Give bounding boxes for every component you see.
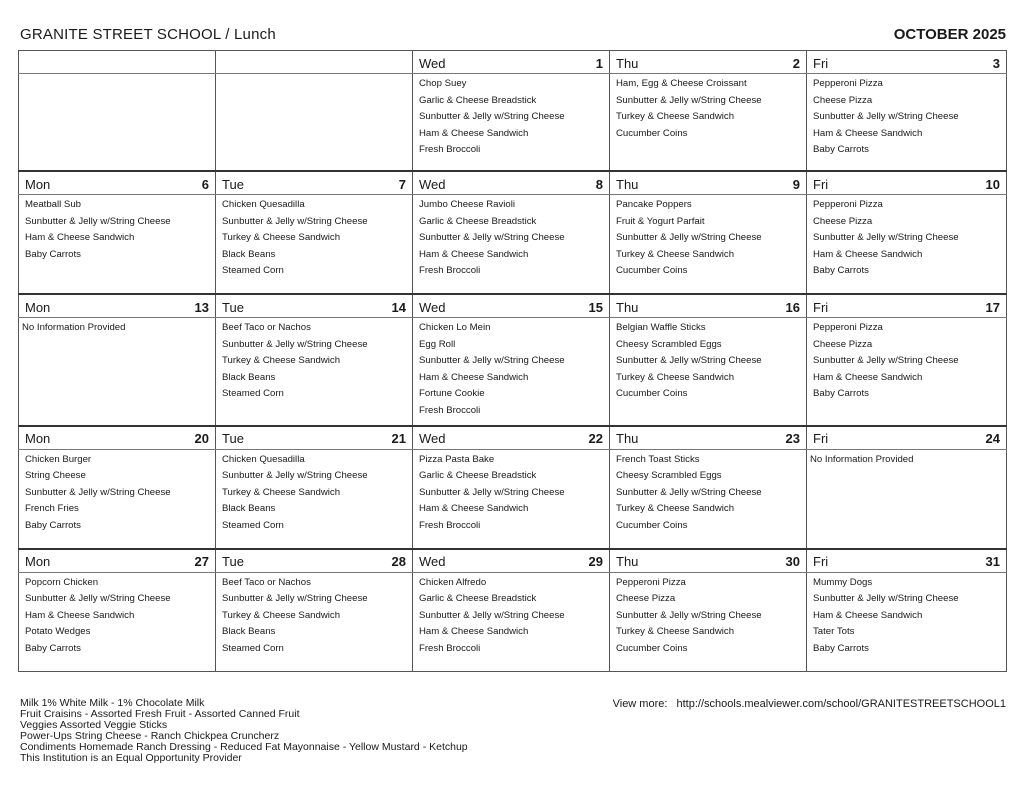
menu-item: Sunbutter & Jelly w/String Cheese — [813, 355, 959, 367]
week-header-row — [19, 426, 1007, 450]
menu-item: Sunbutter & Jelly w/String Cheese — [616, 232, 762, 244]
day-name: Fri — [813, 299, 829, 315]
menu-item: Chop Suey — [419, 78, 467, 89]
menu-item: Sunbutter & Jelly w/String Cheese — [419, 355, 565, 367]
menu-item: Sunbutter & Jelly w/String Cheese — [222, 338, 368, 350]
day-menu-cell — [610, 74, 807, 172]
day-number: 3 — [992, 55, 1000, 71]
menu-item: Potato Wedges — [25, 626, 91, 638]
note-milk: Milk 1% White Milk - 1% Chocolate Milk — [20, 697, 205, 709]
menu-item: Sunbutter & Jelly w/String Cheese — [419, 486, 565, 498]
menu-item: Sunbutter & Jelly w/String Cheese — [813, 232, 959, 244]
menu-item: Sunbutter & Jelly w/String Cheese — [616, 94, 762, 106]
menu-item: Garlic & Cheese Breadstick — [419, 593, 537, 605]
menu-item: Turkey & Cheese Sandwich — [222, 486, 341, 498]
day-name: Fri — [813, 554, 829, 570]
day-name: Fri — [813, 176, 829, 192]
menu-item: Sunbutter & Jelly w/String Cheese — [25, 593, 171, 605]
menu-item: Ham & Cheese Sandwich — [419, 248, 529, 260]
day-header-cell — [413, 294, 610, 318]
menu-item: Cheese Pizza — [813, 338, 873, 350]
menu-item: Chicken Burger — [25, 453, 92, 465]
day-number: 2 — [792, 55, 800, 71]
menu-item: Jumbo Cheese Ravioli — [419, 199, 515, 210]
menu-item: Tater Tots — [813, 626, 855, 638]
menu-item: Fresh Broccoli — [419, 404, 481, 416]
menu-item: Ham & Cheese Sandwich — [25, 232, 135, 244]
day-number: 30 — [785, 554, 800, 570]
menu-item: Cucumber Coins — [616, 265, 688, 277]
menu-item: Pizza Pasta Bake — [419, 453, 495, 465]
week-header-row — [19, 549, 1007, 573]
menu-item: Pepperoni Pizza — [813, 78, 883, 89]
day-header-cell — [807, 51, 1007, 74]
day-menu-cell — [216, 74, 413, 172]
menu-item: Sunbutter & Jelly w/String Cheese — [222, 470, 368, 482]
day-menu-cell — [216, 572, 413, 671]
day-name: Mon — [25, 431, 51, 447]
menu-item: Steamed Corn — [222, 519, 284, 531]
day-number: 10 — [985, 176, 1000, 192]
day-number: 22 — [588, 431, 603, 447]
day-number: 1 — [595, 55, 603, 71]
page-title: GRANITE STREET SCHOOL / Lunch — [20, 26, 276, 43]
menu-item: Steamed Corn — [222, 388, 284, 400]
menu-item: Meatball Sub — [25, 199, 81, 210]
day-number: 9 — [792, 176, 800, 192]
menu-item: Turkey & Cheese Sandwich — [616, 371, 735, 383]
no-information-text: No Information Provided — [22, 322, 126, 333]
day-header-cell — [216, 171, 413, 195]
menu-item: Sunbutter & Jelly w/String Cheese — [616, 355, 762, 367]
menu-item: Ham & Cheese Sandwich — [813, 371, 923, 383]
day-header-cell — [807, 426, 1007, 450]
menu-item: Baby Carrots — [813, 265, 869, 277]
menu-item: Sunbutter & Jelly w/String Cheese — [222, 593, 368, 605]
day-menu-cell — [19, 318, 216, 426]
day-menu-cell — [610, 195, 807, 295]
day-name: Mon — [25, 554, 51, 570]
menu-item: Fortune Cookie — [419, 388, 485, 400]
day-header-cell — [807, 549, 1007, 573]
day-number: 21 — [391, 431, 406, 447]
day-header-cell — [610, 171, 807, 195]
menu-item: Turkey & Cheese Sandwich — [616, 248, 735, 260]
note-veggies: Veggies Assorted Veggie Sticks — [20, 719, 168, 731]
menu-item: Sunbutter & Jelly w/String Cheese — [813, 593, 959, 605]
day-number: 6 — [201, 176, 209, 192]
day-number: 24 — [985, 431, 1000, 447]
menu-item: Cucumber Coins — [616, 519, 688, 531]
menu-item: Ham & Cheese Sandwich — [419, 127, 529, 139]
menu-item: Pepperoni Pizza — [813, 322, 883, 333]
menu-item: Sunbutter & Jelly w/String Cheese — [419, 111, 565, 123]
menu-item: Pancake Poppers — [616, 199, 692, 210]
day-menu-cell — [807, 449, 1007, 549]
day-number: 23 — [785, 431, 800, 447]
day-name: Thu — [616, 554, 639, 570]
day-menu-cell — [807, 572, 1007, 671]
menu-item: Pepperoni Pizza — [813, 199, 883, 210]
menu-item: Chicken Quesadilla — [222, 199, 305, 210]
day-header-cell — [19, 294, 216, 318]
day-header-cell — [19, 171, 216, 195]
menu-item: Baby Carrots — [813, 642, 869, 654]
menu-item: Sunbutter & Jelly w/String Cheese — [222, 215, 368, 227]
menu-item: Fresh Broccoli — [419, 642, 481, 654]
menu-item: Black Beans — [222, 626, 276, 638]
menu-item: Cheesy Scrambled Eggs — [616, 470, 722, 482]
day-menu-cell — [610, 572, 807, 671]
menu-item: Garlic & Cheese Breadstick — [419, 215, 537, 227]
day-header-cell — [216, 294, 413, 318]
week-menu-row — [19, 318, 1007, 426]
menu-item: French Toast Sticks — [616, 453, 700, 465]
day-header-cell — [610, 549, 807, 573]
day-menu-cell — [19, 195, 216, 295]
note-equal-opportunity: This Institution is an Equal Opportunity Provider — [20, 752, 242, 764]
menu-item: Cheese Pizza — [813, 94, 873, 106]
day-header-cell — [610, 294, 807, 318]
menu-item: Black Beans — [222, 503, 276, 515]
day-menu-cell — [19, 572, 216, 671]
menu-item: Baby Carrots — [25, 642, 81, 654]
day-header-cell — [807, 171, 1007, 195]
menu-item: Garlic & Cheese Breadstick — [419, 94, 537, 106]
menu-item: Turkey & Cheese Sandwich — [222, 609, 341, 621]
day-menu-cell — [413, 572, 610, 671]
menu-item: Turkey & Cheese Sandwich — [616, 111, 735, 123]
menu-item: Baby Carrots — [813, 144, 869, 156]
day-number: 15 — [588, 299, 603, 315]
footer-notes — [20, 698, 468, 764]
day-number: 14 — [391, 299, 406, 315]
day-header-cell — [216, 51, 413, 74]
day-menu-cell — [19, 74, 216, 172]
menu-item: Ham & Cheese Sandwich — [813, 127, 923, 139]
day-menu-cell — [216, 449, 413, 549]
menu-item: Garlic & Cheese Breadstick — [419, 470, 537, 482]
menu-item: Steamed Corn — [222, 265, 284, 277]
day-name: Wed — [419, 176, 446, 192]
day-name: Tue — [222, 299, 244, 315]
menu-item: Cheesy Scrambled Eggs — [616, 338, 722, 350]
day-name: Wed — [419, 299, 446, 315]
day-name: Fri — [813, 431, 829, 447]
menu-item: Chicken Quesadilla — [222, 453, 305, 465]
menu-item: Sunbutter & Jelly w/String Cheese — [25, 215, 171, 227]
day-name: Mon — [25, 176, 51, 192]
week-menu-row — [19, 572, 1007, 671]
menu-item: Fruit & Yogurt Parfait — [616, 215, 705, 227]
menu-item: Turkey & Cheese Sandwich — [222, 355, 341, 367]
day-number: 27 — [194, 554, 209, 570]
day-name: Thu — [616, 299, 639, 315]
view-more-label: View more: — [612, 698, 668, 710]
menu-item: Mummy Dogs — [813, 576, 873, 588]
day-menu-cell — [413, 318, 610, 426]
day-name: Thu — [616, 176, 639, 192]
day-header-cell — [19, 426, 216, 450]
menu-item: Steamed Corn — [222, 642, 284, 654]
menu-item: Chicken Alfredo — [419, 576, 487, 588]
week-menu-row — [19, 74, 1007, 172]
menu-item: Ham & Cheese Sandwich — [419, 626, 529, 638]
day-menu-cell — [413, 449, 610, 549]
day-header-cell — [413, 426, 610, 450]
view-more — [613, 698, 1006, 710]
day-menu-cell — [807, 74, 1007, 172]
day-menu-cell — [807, 318, 1007, 426]
menu-item: Cucumber Coins — [616, 388, 688, 400]
day-menu-cell — [807, 195, 1007, 295]
menu-item: Fresh Broccoli — [419, 144, 481, 156]
menu-item: Fresh Broccoli — [419, 519, 481, 531]
day-header-cell — [610, 51, 807, 74]
menu-item: Cheese Pizza — [813, 215, 873, 227]
view-more-link[interactable]: http://schools.mealviewer.com/school/GRANITESTREETSCHOOL1 — [676, 698, 1006, 710]
day-name: Wed — [419, 554, 446, 570]
day-menu-cell — [610, 449, 807, 549]
menu-item: French Fries — [25, 503, 79, 515]
menu-item: Ham & Cheese Sandwich — [419, 371, 529, 383]
week-menu-row — [19, 449, 1007, 549]
day-header-cell — [216, 549, 413, 573]
day-header-cell — [807, 294, 1007, 318]
day-name: Thu — [616, 55, 639, 71]
day-number: 28 — [391, 554, 406, 570]
day-name: Wed — [419, 431, 446, 447]
menu-item: Sunbutter & Jelly w/String Cheese — [25, 486, 171, 498]
menu-item: Turkey & Cheese Sandwich — [222, 232, 341, 244]
week-header-row — [19, 171, 1007, 195]
day-number: 20 — [194, 431, 209, 447]
menu-item: Beef Taco or Nachos — [222, 576, 311, 588]
menu-item: Ham & Cheese Sandwich — [813, 248, 923, 260]
day-number: 31 — [985, 554, 1000, 570]
menu-item: Sunbutter & Jelly w/String Cheese — [616, 609, 762, 621]
day-number: 7 — [398, 176, 406, 192]
menu-item: Turkey & Cheese Sandwich — [616, 626, 735, 638]
day-menu-cell — [216, 318, 413, 426]
menu-item: Cucumber Coins — [616, 127, 688, 139]
menu-item: Ham, Egg & Cheese Croissant — [616, 78, 747, 89]
no-information-text: No Information Provided — [810, 453, 914, 465]
day-menu-cell — [216, 195, 413, 295]
day-header-cell — [19, 549, 216, 573]
day-name: Tue — [222, 431, 244, 447]
menu-item: Egg Roll — [419, 338, 456, 350]
month-label: OCTOBER 2025 — [893, 26, 1006, 43]
menu-item: Cucumber Coins — [616, 642, 688, 654]
note-condiments: Condiments Homemade Ranch Dressing - Reduced Fat Mayonnaise - Yellow Mustard - Ketchup — [20, 741, 468, 753]
menu-item: String Cheese — [25, 470, 86, 482]
week-header-row — [19, 51, 1007, 74]
menu-item: Baby Carrots — [25, 519, 81, 531]
day-header-cell — [610, 426, 807, 450]
day-name: Thu — [616, 431, 639, 447]
day-menu-cell — [413, 195, 610, 295]
menu-item: Sunbutter & Jelly w/String Cheese — [419, 232, 565, 244]
menu-item: Sunbutter & Jelly w/String Cheese — [616, 486, 762, 498]
day-number: 8 — [595, 176, 603, 192]
menu-item: Chicken Lo Mein — [419, 322, 491, 333]
menu-item: Black Beans — [222, 248, 276, 260]
menu-item: Popcorn Chicken — [25, 576, 99, 588]
menu-item: Sunbutter & Jelly w/String Cheese — [419, 609, 565, 621]
menu-item: Baby Carrots — [813, 388, 869, 400]
menu-item: Ham & Cheese Sandwich — [419, 503, 529, 515]
day-number: 17 — [985, 299, 1000, 315]
day-header-cell — [413, 51, 610, 74]
menu-item: Belgian Waffle Sticks — [616, 322, 706, 333]
day-menu-cell — [19, 449, 216, 549]
menu-item: Black Beans — [222, 371, 276, 383]
menu-item: Baby Carrots — [25, 248, 81, 260]
note-power-ups: Power-Ups String Cheese - Ranch Chickpea Cruncherz — [20, 730, 280, 742]
menu-item: Fresh Broccoli — [419, 265, 481, 277]
menu-item: Ham & Cheese Sandwich — [813, 609, 923, 621]
note-fruit: Fruit Craisins - Assorted Fresh Fruit - Assorted Canned Fruit — [20, 708, 300, 720]
day-name: Mon — [25, 299, 51, 315]
day-number: 13 — [194, 299, 209, 315]
day-number: 16 — [785, 299, 800, 315]
day-name: Wed — [419, 55, 446, 71]
menu-item: Ham & Cheese Sandwich — [25, 609, 135, 621]
menu-item: Sunbutter & Jelly w/String Cheese — [813, 111, 959, 123]
day-number: 29 — [588, 554, 603, 570]
menu-item: Beef Taco or Nachos — [222, 322, 311, 333]
day-name: Tue — [222, 176, 244, 192]
day-name: Tue — [222, 554, 244, 570]
week-header-row — [19, 294, 1007, 318]
lunch-calendar — [18, 50, 1007, 672]
menu-item: Turkey & Cheese Sandwich — [616, 503, 735, 515]
week-menu-row — [19, 195, 1007, 295]
day-header-cell — [413, 171, 610, 195]
menu-item: Cheese Pizza — [616, 593, 676, 605]
day-header-cell — [413, 549, 610, 573]
day-menu-cell — [413, 74, 610, 172]
day-name: Fri — [813, 55, 829, 71]
day-header-cell — [216, 426, 413, 450]
day-menu-cell — [610, 318, 807, 426]
day-header-cell — [19, 51, 216, 74]
menu-item: Pepperoni Pizza — [616, 576, 686, 588]
